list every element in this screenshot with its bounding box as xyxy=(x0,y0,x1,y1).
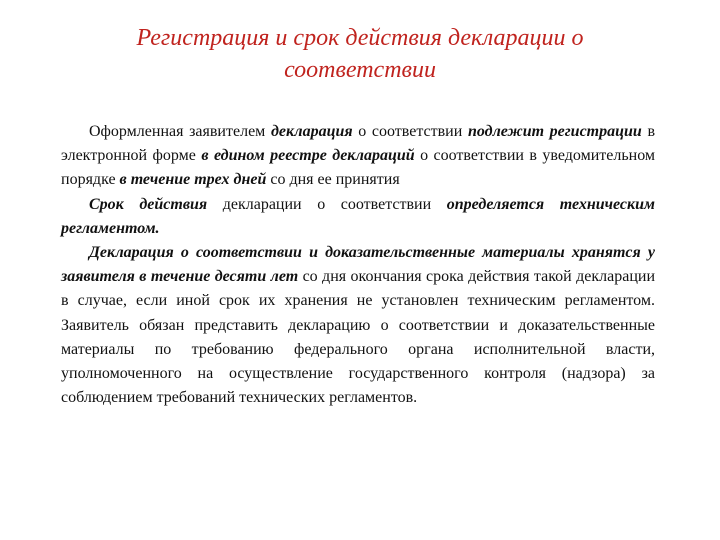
text-segment: декларации о соответствии xyxy=(207,195,447,213)
emphasized-text: Срок действия xyxy=(89,195,208,213)
text-segment: со дня окончания срока действия такой декларации в случае, если иной срок их хранения не установлен техническим регламентом. Заявитель обязан представить декларацию о соответствии и доказательственные материалы по требованию федерального органа исполнительной власти, уполномоченного на осуществление государственного контроля (надзора) за соблюдением требований технических регламентов. xyxy=(61,268,656,407)
text-segment: со дня ее принятия xyxy=(266,171,400,189)
text-segment: о соответствии в уведомительном порядке xyxy=(61,147,656,189)
slide-title: Регистрация и срок действия декларации о соответствии xyxy=(136,25,584,83)
paragraph xyxy=(61,120,655,193)
emphasized-text: подлежит регистрации xyxy=(467,123,642,140)
emphasized-text: в течение трех дней xyxy=(119,171,267,189)
body-text xyxy=(61,120,655,410)
emphasized-text: в едином реестре деклараций xyxy=(201,147,415,165)
text-segment: в электронной форме xyxy=(61,123,656,165)
emphasized-text: декларация xyxy=(270,123,353,140)
emphasized-text: определяется техническим регламентом. xyxy=(61,195,656,237)
emphasized-text: Декларация о соответствии и доказательственные материалы хранятся у заявителя в течение десяти лет xyxy=(61,244,655,286)
text-segment: о соответствии xyxy=(352,123,468,140)
paragraph xyxy=(61,241,655,410)
text-segment: Оформленная заявителем xyxy=(89,123,271,140)
paragraph xyxy=(61,193,655,241)
